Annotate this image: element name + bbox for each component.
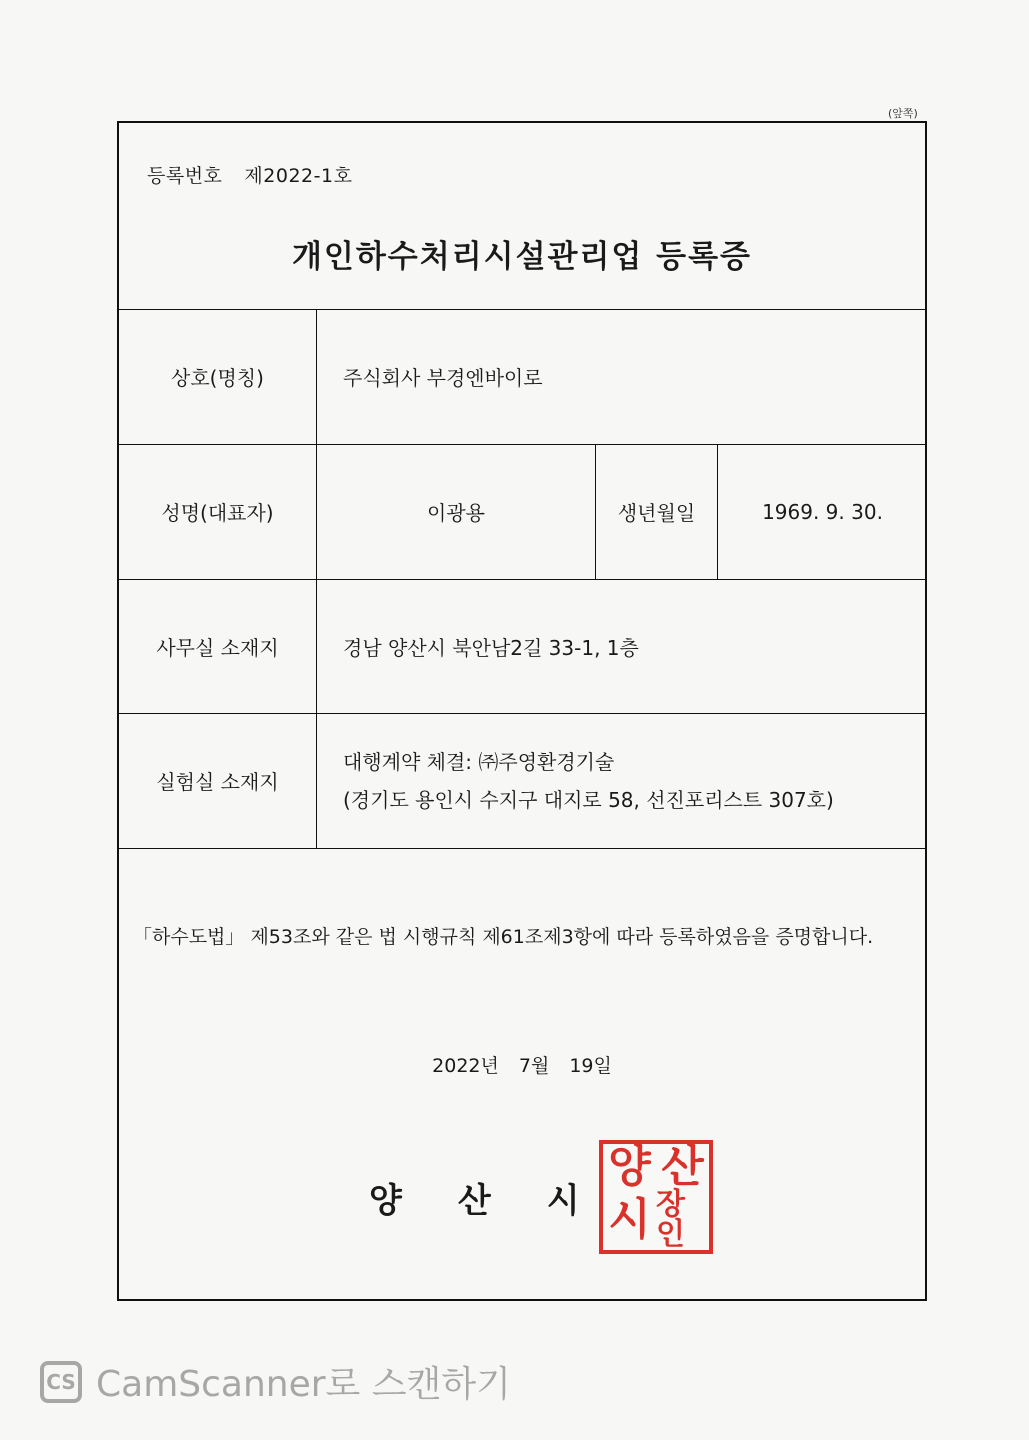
watermark-text: CamScanner로 스캔하기	[96, 1364, 511, 1405]
representative-label: 성명(대표자)	[161, 501, 274, 525]
certificate-frame	[117, 121, 927, 1301]
birth-label: 생년월일	[617, 501, 696, 525]
issuer-char: 양	[369, 1181, 402, 1221]
representative-value: 이광용	[427, 501, 485, 525]
seal-char: 양	[608, 1141, 651, 1192]
seal-char: 장인	[656, 1187, 685, 1252]
registration-value: 제2022-1호	[244, 165, 353, 187]
official-seal	[599, 1140, 713, 1254]
lab-address-line: (경기도 용인시 수지구 대지로 58, 선진포리스트 307호)	[343, 787, 834, 812]
page-side-label: (앞쪽)	[888, 107, 918, 120]
birth-value: 1969. 9. 30.	[762, 499, 883, 524]
document-title: 개인하수처리시설관리업 등록증	[291, 239, 753, 275]
company-label: 상호(명칭)	[171, 366, 264, 390]
lab-label: 실험실 소재지	[156, 770, 279, 794]
issuer-char: 산	[457, 1181, 491, 1221]
issuer-char: 시	[546, 1181, 580, 1221]
issuer-name	[369, 1173, 636, 1222]
camscanner-logo-icon: CS	[40, 1361, 82, 1403]
scanner-watermark	[40, 1356, 511, 1407]
lab-value	[317, 713, 927, 848]
registration-number	[147, 161, 352, 188]
divider	[119, 848, 925, 849]
issue-month: 7월	[518, 1055, 550, 1077]
seal-char: 시	[608, 1194, 651, 1245]
office-value: 경남 양산시 북안남2길 33-1, 1층	[343, 635, 639, 660]
issue-day: 19일	[569, 1055, 612, 1077]
lab-contract-line: 대행계약 체결: ㈜주영환경기술	[343, 749, 615, 774]
registration-label: 등록번호	[147, 165, 223, 187]
seal-char: 산	[661, 1141, 704, 1192]
certification-text: 「하수도법」 제53조와 같은 법 시행규칙 제61조제3항에 따라 등록하였음을 증명합니다.	[133, 926, 874, 948]
issue-date	[119, 1051, 925, 1078]
issue-year: 2022년	[432, 1055, 499, 1077]
company-value: 주식회사 부경엔바이로	[343, 366, 543, 390]
office-label: 사무실 소재지	[156, 635, 279, 660]
